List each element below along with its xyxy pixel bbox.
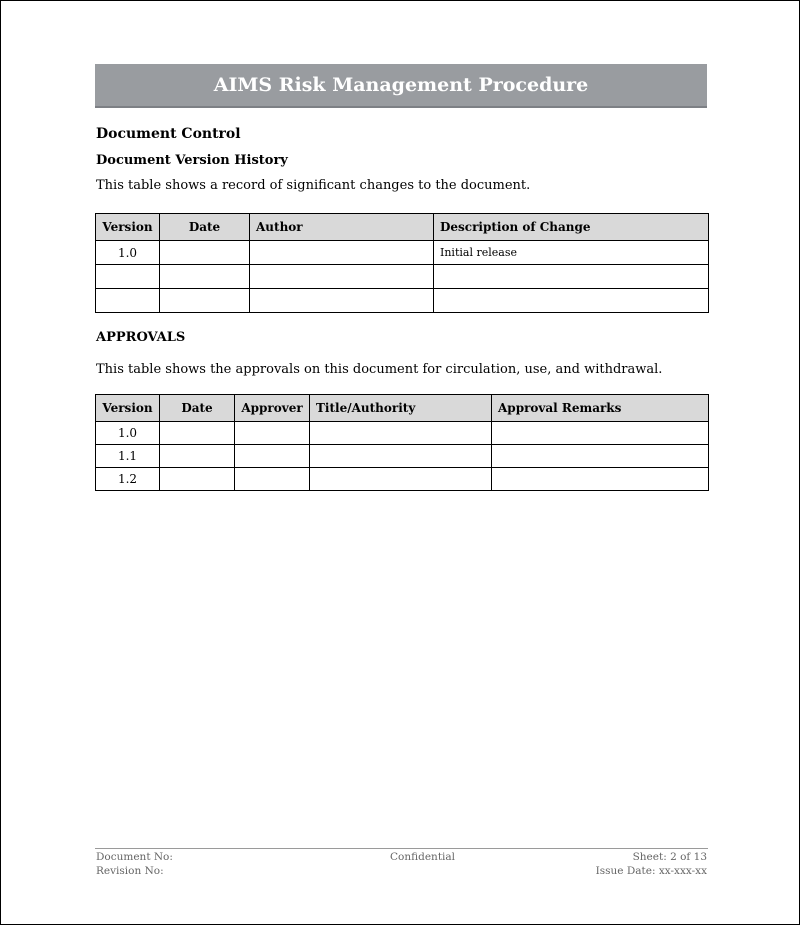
footer-issue-date: Issue Date: xx-xxx-xx xyxy=(595,865,707,877)
table-row xyxy=(96,265,709,289)
table-cell xyxy=(434,265,709,289)
table-row xyxy=(96,289,709,313)
column-header: Title/Authority xyxy=(310,395,492,422)
table-cell xyxy=(310,468,492,491)
table-cell xyxy=(160,241,250,265)
table-cell: 1.2 xyxy=(96,468,160,491)
table-cell xyxy=(96,265,160,289)
table-cell xyxy=(160,445,235,468)
table-cell xyxy=(434,289,709,313)
version-history-table xyxy=(95,213,709,313)
footer-sheet-number: Sheet: 2 of 13 xyxy=(632,851,707,863)
table-row xyxy=(96,468,709,491)
table-cell xyxy=(235,445,310,468)
column-header: Approver xyxy=(235,395,310,422)
footer-document-no: Document No: xyxy=(96,851,173,863)
table-row xyxy=(96,445,709,468)
footer-divider xyxy=(95,848,708,849)
table-cell: 1.0 xyxy=(96,241,160,265)
table-cell xyxy=(235,422,310,445)
footer-classification: Confidential xyxy=(390,851,456,863)
table-cell xyxy=(160,468,235,491)
approvals-heading: APPROVALS xyxy=(96,330,186,345)
column-header: Description of Change xyxy=(434,214,709,241)
table-cell: 1.0 xyxy=(96,422,160,445)
table-header-row xyxy=(96,395,709,422)
table-cell xyxy=(250,265,434,289)
approvals-table xyxy=(95,394,709,491)
table-cell xyxy=(250,241,434,265)
table-header-row xyxy=(96,214,709,241)
table-cell xyxy=(235,468,310,491)
footer-revision-no: Revision No: xyxy=(96,865,164,877)
version-history-heading: Document Version History xyxy=(96,153,288,168)
version-history-intro: This table shows a record of significant changes to the document. xyxy=(96,178,531,193)
column-header: Version xyxy=(96,214,160,241)
table-row xyxy=(96,422,709,445)
table-cell: Initial release xyxy=(434,241,709,265)
table-cell: 1.1 xyxy=(96,445,160,468)
column-header: Version xyxy=(96,395,160,422)
column-header: Author xyxy=(250,214,434,241)
table-cell xyxy=(96,289,160,313)
table-cell xyxy=(310,422,492,445)
table-cell xyxy=(160,422,235,445)
section-heading: Document Control xyxy=(96,126,241,142)
document-title: AIMS Risk Management Procedure xyxy=(95,64,707,108)
column-header: Date xyxy=(160,214,250,241)
table-cell xyxy=(250,289,434,313)
table-cell xyxy=(492,445,709,468)
column-header: Date xyxy=(160,395,235,422)
table-cell xyxy=(492,468,709,491)
table-cell xyxy=(492,422,709,445)
table-row xyxy=(96,241,709,265)
table-cell xyxy=(160,265,250,289)
approvals-intro: This table shows the approvals on this document for circulation, use, and withdrawal. xyxy=(96,362,663,377)
column-header: Approval Remarks xyxy=(492,395,709,422)
table-cell xyxy=(160,289,250,313)
table-cell xyxy=(310,445,492,468)
